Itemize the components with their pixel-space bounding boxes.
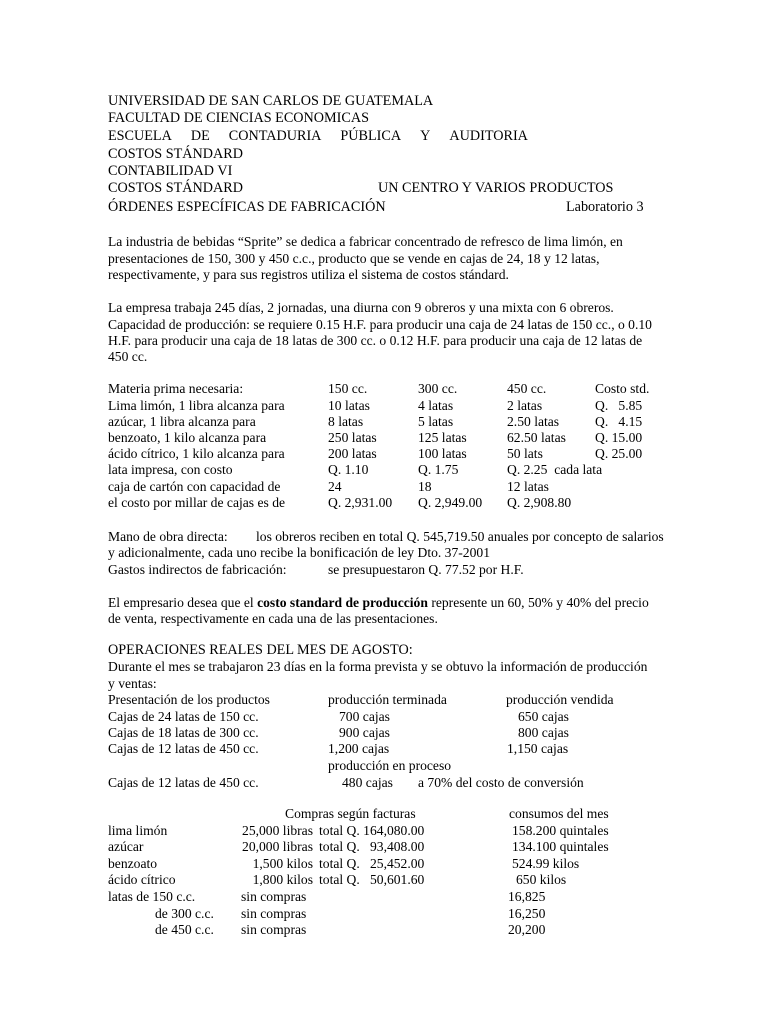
- overhead-label: Gastos indirectos de fabricación:: [108, 562, 287, 577]
- production-cell: 1,150 cajas: [507, 741, 569, 756]
- subject-title-2: COSTOS STÁNDARD: [108, 180, 243, 196]
- materials-cell: azúcar, 1 libra alcanza para: [108, 414, 256, 429]
- goal-post: represente un 60, 50% y 40% del precio: [427, 595, 649, 610]
- capacity-line: 450 cc.: [108, 349, 148, 364]
- materials-cell: Q. 2,949.00: [418, 495, 483, 510]
- materials-cell: 10 latas: [328, 398, 370, 413]
- materials-cell: Q. 2.25 cada lata: [507, 462, 603, 477]
- course-title: CONTABILIDAD VI: [108, 163, 233, 179]
- materials-cell: benzoato, 1 kilo alcanza para: [108, 430, 267, 445]
- purchases-cell: de 450 c.c.: [155, 922, 214, 937]
- purchases-cell: sin compras: [241, 906, 307, 921]
- materials-header-cell: 450 cc.: [507, 381, 547, 396]
- materials-cell: Q. 2,931.00: [328, 495, 393, 510]
- purchases-cell: 16,825: [508, 889, 546, 904]
- materials-cell: 5 latas: [418, 414, 454, 429]
- purchases-cell: lima limón: [108, 823, 168, 838]
- purchases-cell: azúcar: [108, 839, 144, 854]
- materials-cell: 2 latas: [507, 398, 543, 413]
- intro-line: presentaciones de 150, 300 y 450 c.c., producto que se vende en cajas de 24, 18 y 12 latas,: [108, 251, 600, 266]
- goal-pre: El empresario desea que el: [108, 595, 258, 610]
- materials-cell: Q. 4.15: [595, 414, 643, 429]
- production-cell: 800 cajas: [518, 725, 569, 740]
- operations-title: OPERACIONES REALES DEL MES DE AGOSTO:: [108, 642, 413, 658]
- purchases-cell: 158.200 quintales: [512, 823, 609, 838]
- school-word: ESCUELA: [108, 128, 172, 144]
- purchases-cell: 524.99 kilos: [512, 856, 580, 871]
- production-cell: Cajas de 12 latas de 450 cc.: [108, 741, 259, 756]
- orders-title: ÓRDENES ESPECÍFICAS DE FABRICACIÓN: [108, 199, 386, 215]
- materials-cell: Q. 2,908.80: [507, 495, 572, 510]
- purchases-cell: total Q. 25,452.00: [319, 856, 425, 871]
- purchases-cell: sin compras: [241, 889, 307, 904]
- university-name: UNIVERSIDAD DE SAN CARLOS DE GUATEMALA: [108, 93, 434, 109]
- materials-header-cell: Costo std.: [595, 381, 650, 396]
- materials-cell: 4 latas: [418, 398, 454, 413]
- materials-header-cell: 300 cc.: [418, 381, 458, 396]
- overhead-text: se presupuestaron Q. 77.52 por H.F.: [328, 562, 524, 577]
- materials-cell: 125 latas: [418, 430, 467, 445]
- purchases-cell: 1,800 kilos: [252, 872, 313, 887]
- purchases-header-left: Compras según facturas: [285, 806, 416, 821]
- labor-line2: y adicionalmente, cada uno recibe la bonificación de ley Dto. 37-2001: [108, 545, 490, 560]
- school-word: AUDITORIA: [449, 128, 528, 144]
- materials-cell: ácido cítrico, 1 kilo alcanza para: [108, 446, 285, 461]
- school-word: DE: [190, 128, 210, 144]
- intro-line: respectivamente, y para sus registros utiliza el sistema de costos stándard.: [108, 267, 509, 282]
- purchases-cell: 20,200: [508, 922, 546, 937]
- production-header-cell: producción vendida: [506, 692, 614, 707]
- faculty-name: FACULTAD DE CIENCIAS ECONOMICAS: [108, 110, 369, 126]
- materials-cell: Lima limón, 1 libra alcanza para: [108, 398, 285, 413]
- materials-header-cell: Materia prima necesaria:: [108, 381, 244, 396]
- materials-cell: Q. 5.85: [595, 398, 643, 413]
- materials-cell: 250 latas: [328, 430, 377, 445]
- materials-cell: el costo por millar de cajas es de: [108, 495, 286, 510]
- materials-cell: caja de cartón con capacidad de: [108, 479, 281, 494]
- purchases-cell: 1,500 kilos: [252, 856, 313, 871]
- materials-cell: lata impresa, con costo: [108, 462, 233, 477]
- materials-cell: 24: [328, 479, 342, 494]
- operations-line: Durante el mes se trabajaron 23 días en la forma prevista y se obtuvo la información de producción: [108, 659, 648, 674]
- purchases-cell: benzoato: [108, 856, 158, 871]
- materials-cell: 12 latas: [507, 479, 549, 494]
- materials-cell: Q. 1.75: [418, 462, 459, 477]
- purchases-cell: 16,250: [508, 906, 546, 921]
- operations-line: y ventas:: [108, 676, 157, 691]
- purchases-cell: 134.100 quintales: [512, 839, 609, 854]
- school-word: CONTADURIA: [228, 128, 322, 144]
- purchases-cell: total Q. 164,080.00: [319, 823, 425, 838]
- capacity-line: Capacidad de producción: se requiere 0.15 H.F. para producir una caja de 24 latas de 150 cc., o 0.10: [108, 317, 652, 332]
- in-process-label: producción en proceso: [328, 758, 452, 773]
- purchases-cell: sin compras: [241, 922, 307, 937]
- in-process-cell: Cajas de 12 latas de 450 cc.: [108, 775, 259, 790]
- materials-cell: 100 latas: [418, 446, 467, 461]
- purchases-cell: 25,000 libras: [242, 823, 313, 838]
- in-process-cell: 480 cajas: [342, 775, 393, 790]
- purchases-cell: total Q. 50,601.60: [319, 872, 425, 887]
- production-header-cell: producción terminada: [328, 692, 447, 707]
- purchases-cell: ácido cítrico: [108, 872, 176, 887]
- purchases-cell: latas de 150 c.c.: [108, 889, 196, 904]
- intro-line: La industria de bebidas “Sprite” se dedica a fabricar concentrado de refresco de lima limón, en: [108, 234, 623, 249]
- materials-cell: 8 latas: [328, 414, 364, 429]
- materials-cell: 2.50 latas: [507, 414, 560, 429]
- production-cell: 1,200 cajas: [328, 741, 390, 756]
- purchases-cell: 650 kilos: [516, 872, 567, 887]
- production-cell: Cajas de 24 latas de 150 cc.: [108, 709, 259, 724]
- materials-header-cell: 150 cc.: [328, 381, 368, 396]
- purchases-cell: de 300 c.c.: [155, 906, 214, 921]
- materials-cell: Q. 25.00: [595, 446, 643, 461]
- purchases-cell: total Q. 93,408.00: [319, 839, 425, 854]
- goal-line: [108, 595, 649, 611]
- capacity-line: H.F. para producir una caja de 18 latas de 300 cc. o 0.12 H.F. para producir una caja de 12 latas de: [108, 333, 643, 348]
- purchases-cell: 20,000 libras: [242, 839, 313, 854]
- materials-cell: 18: [418, 479, 432, 494]
- goal-line2: de venta, respectivamente en cada una de las presentaciones.: [108, 611, 438, 626]
- production-header-cell: Presentación de los productos: [108, 692, 270, 707]
- lab-number: Laboratorio 3: [566, 199, 644, 215]
- materials-cell: 62.50 latas: [507, 430, 566, 445]
- materials-cell: 200 latas: [328, 446, 377, 461]
- capacity-line: La empresa trabaja 245 días, 2 jornadas, una diurna con 9 obreros y una mixta con 6 obreros.: [108, 300, 614, 315]
- labor-label: Mano de obra directa:: [108, 529, 228, 544]
- materials-cell: 50 lats: [507, 446, 543, 461]
- school-name: [108, 128, 528, 145]
- school-word: PÚBLICA: [340, 128, 402, 144]
- subject-title: COSTOS STÁNDARD: [108, 146, 243, 162]
- production-cell: 700 cajas: [339, 709, 390, 724]
- in-process-cell: a 70% del costo de conversión: [418, 775, 584, 790]
- materials-cell: Q. 15.00: [595, 430, 643, 445]
- school-word: Y: [420, 128, 431, 144]
- goal-bold: costo standard de producción: [257, 595, 428, 610]
- production-cell: Cajas de 18 latas de 300 cc.: [108, 725, 259, 740]
- purchases-header-right: consumos del mes: [509, 806, 609, 821]
- materials-cell: Q. 1.10: [328, 462, 369, 477]
- production-cell: 650 cajas: [518, 709, 569, 724]
- topic-title: UN CENTRO Y VARIOS PRODUCTOS: [378, 180, 614, 196]
- labor-text: los obreros reciben en total Q. 545,719.50 anuales por concepto de salarios: [256, 529, 664, 544]
- production-cell: 900 cajas: [339, 725, 390, 740]
